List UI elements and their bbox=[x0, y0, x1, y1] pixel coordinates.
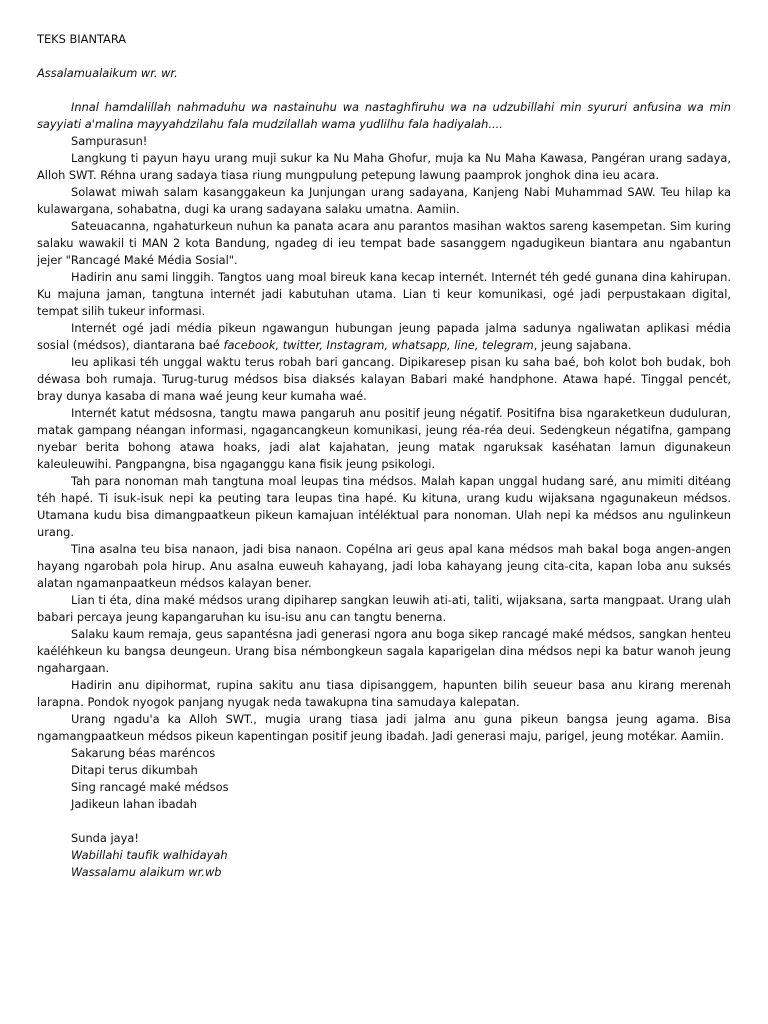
opening-salam: Assalamualaikum wr. wr. bbox=[37, 66, 178, 80]
paragraph-3: Sateuacanna, ngahaturkeun nuhun ka panata acara anu parantos masihan waktos sareng kasempetan. Sim kuring salaku wawakil ti MAN 2 kota Bandung, ngadeg di ieu tempat bade sasanggem ngadugikeun biantara anu ngabantun jejer "Rancagé Maké Média Sosial". bbox=[37, 219, 731, 267]
paragraph-2: Solawat miwah salam kasanggakeun ka Junjungan urang sadayana, Kanjeng Nabi Muhammad SAW. Teu hilap ka kulawargana, sohabatna, dugi ka urang sadayana salaku umatna. Aamiin. bbox=[37, 185, 731, 216]
paragraph-8: Tah para nonoman mah tangtuna moal leupas tina médsos. Malah kapan unggal hudang saré, anu mimiti ditéang téh hapé. Ti isuk-isuk nepi ka peuting tara leupas tina hapé. Ku kituna, urang kudu wijaksana ngagunakeun médsos. Utamana kudu bisa dimangpaatkeun pikeun kamajuan intéléktual para nonoman. Ulah nepi ka médsos anu ngulinkeun urang. bbox=[37, 474, 731, 539]
closing-sunda-jaya: Sunda jaya! bbox=[71, 831, 139, 845]
paragraph-5 bbox=[37, 320, 731, 354]
paragraph-7: Internét katut médsosna, tangtu mawa pangaruh anu positif jeung négatif. Positifna bisa ngaraketkeun duduluran, matak gampang néangan informasi, ngagancangkeun komunikasi, jeung réa-réa deui. Sedengkeun négatifna, gampang nyebar berita bohong atawa hoaks, jadi alat kajahatan, jeung matak ngaruksak kaséhatan lamun digunakeun kaleuleuwihi. Pangpangna, bisa ngaganggu kana fisik jeung psikologi. bbox=[37, 406, 731, 471]
paragraph-6: Ieu aplikasi téh unggal waktu terus robah bari gancang. Dipikaresep pisan ku saha baé, boh kolot boh budak, boh déwasa boh rumaja. Turug-turug médsos bisa diaksés kalayan Babari maké handphone. Atawa hapé. Tinggal pencét, bray dunya kasaba di mana waé jeung keur kumaha waé. bbox=[37, 355, 731, 403]
paragraph-13: Urang ngadu'a ka Alloh SWT., mugia urang tiasa jadi jalma anu guna pikeun bangsa jeung agama. Bisa ngamangpaatkeun médsos pikeun kapentingan positif jeung ibadah. Jadi generasi maju, parigel, jeung motékar. Aamiin. bbox=[37, 712, 731, 743]
paragraph-12: Hadirin anu dipihormat, rupina sakitu anu tiasa dipisanggem, hapunten bilih seueur basa anu kirang merenah larapna. Pondok nyogok panjang nyugak neda tawakupna tina samudaya kalepatan. bbox=[37, 678, 731, 709]
spacer bbox=[37, 813, 731, 830]
paragraph-5-text-a: Internét ogé jadi média pikeun ngawangun hubungan jeung papada jalma sadunya ngaliwatan aplikasi média sosial (médsos), diantarana baé bbox=[37, 321, 731, 352]
document-title: TEKS BIANTARA bbox=[37, 32, 127, 46]
closing-wabillahi: Wabillahi taufik walhidayah bbox=[71, 848, 228, 862]
paragraph-9: Tina asalna teu bisa nanaon, jadi bisa nanaon. Copélna ari geus apal kana médsos mah bakal boga angen-angen hayang ngarobah pola hirup. Anu asalna euweuh kahayang, jadi loba kahayang jeung cita-cita, kapan loba anu suksés alatan ngamanpaatkeun médsos kalayan bener. bbox=[37, 542, 731, 590]
paragraph-1: Langkung ti payun hayu urang muji sukur ka Nu Maha Ghofur, muja ka Nu Maha Kawasa, Pangéran urang sadaya, Alloh SWT. Réhna urang sadaya tiasa riung mungpulung petepung lawung paamprok jonghok dina ieu acara. bbox=[37, 151, 731, 182]
verse-line-2: Ditapi terus dikumbah bbox=[71, 763, 198, 777]
paragraph-5-app-names: facebook, twitter, Instagram, whatsapp, line, telegram bbox=[223, 338, 534, 352]
paragraph-5-text-b: , jeung sajabana. bbox=[533, 338, 632, 352]
opening-arabic: Innal hamdalillah nahmaduhu wa nastainuhu wa nastaghfiruhu wa na udzubillahi min syururi anfusina wa min sayyiati a'malina mayyahdzilahu fala mudzilallah wama yudlilhu fala hadiyalah.... bbox=[37, 100, 731, 131]
paragraph-11: Salaku kaum remaja, geus sapantésna jadi generasi ngora anu boga sikep rancagé maké médsos, sangkan henteu kaéléhkeun ku bangsa deungeun. Urang bisa némbongkeun sagala kaparigelan dina médsos nepi ka batur wanoh jeung ngahargaan. bbox=[37, 627, 731, 675]
sampurasun: Sampurasun! bbox=[71, 134, 148, 148]
verse-line-4: Jadikeun lahan ibadah bbox=[71, 797, 197, 811]
closing-salam: Wassalamu alaikum wr.wb bbox=[71, 865, 222, 879]
paragraph-10: Lian ti éta, dina maké médsos urang dipiharep sangkan leuwih ati-ati, taliti, wijaksana, sarta mangpaat. Urang ulah babari percaya jeung kapangaruhan ku isu-isu anu can tangtu benerna. bbox=[37, 593, 731, 624]
paragraph-4: Hadirin anu sami linggih. Tangtos uang moal bireuk kana kecap internét. Internét téh gedé gunana dina kahirupan. Ku majuna jaman, tangtuna internét jadi kabutuhan utama. Lian ti keur komunikasi, ogé jadi perpustakaan digital, tempat silih tukeur informasi. bbox=[37, 270, 731, 318]
verse-line-1: Sakarung béas maréncos bbox=[71, 746, 216, 760]
verse-line-3: Sing rancagé maké médsos bbox=[71, 780, 229, 794]
